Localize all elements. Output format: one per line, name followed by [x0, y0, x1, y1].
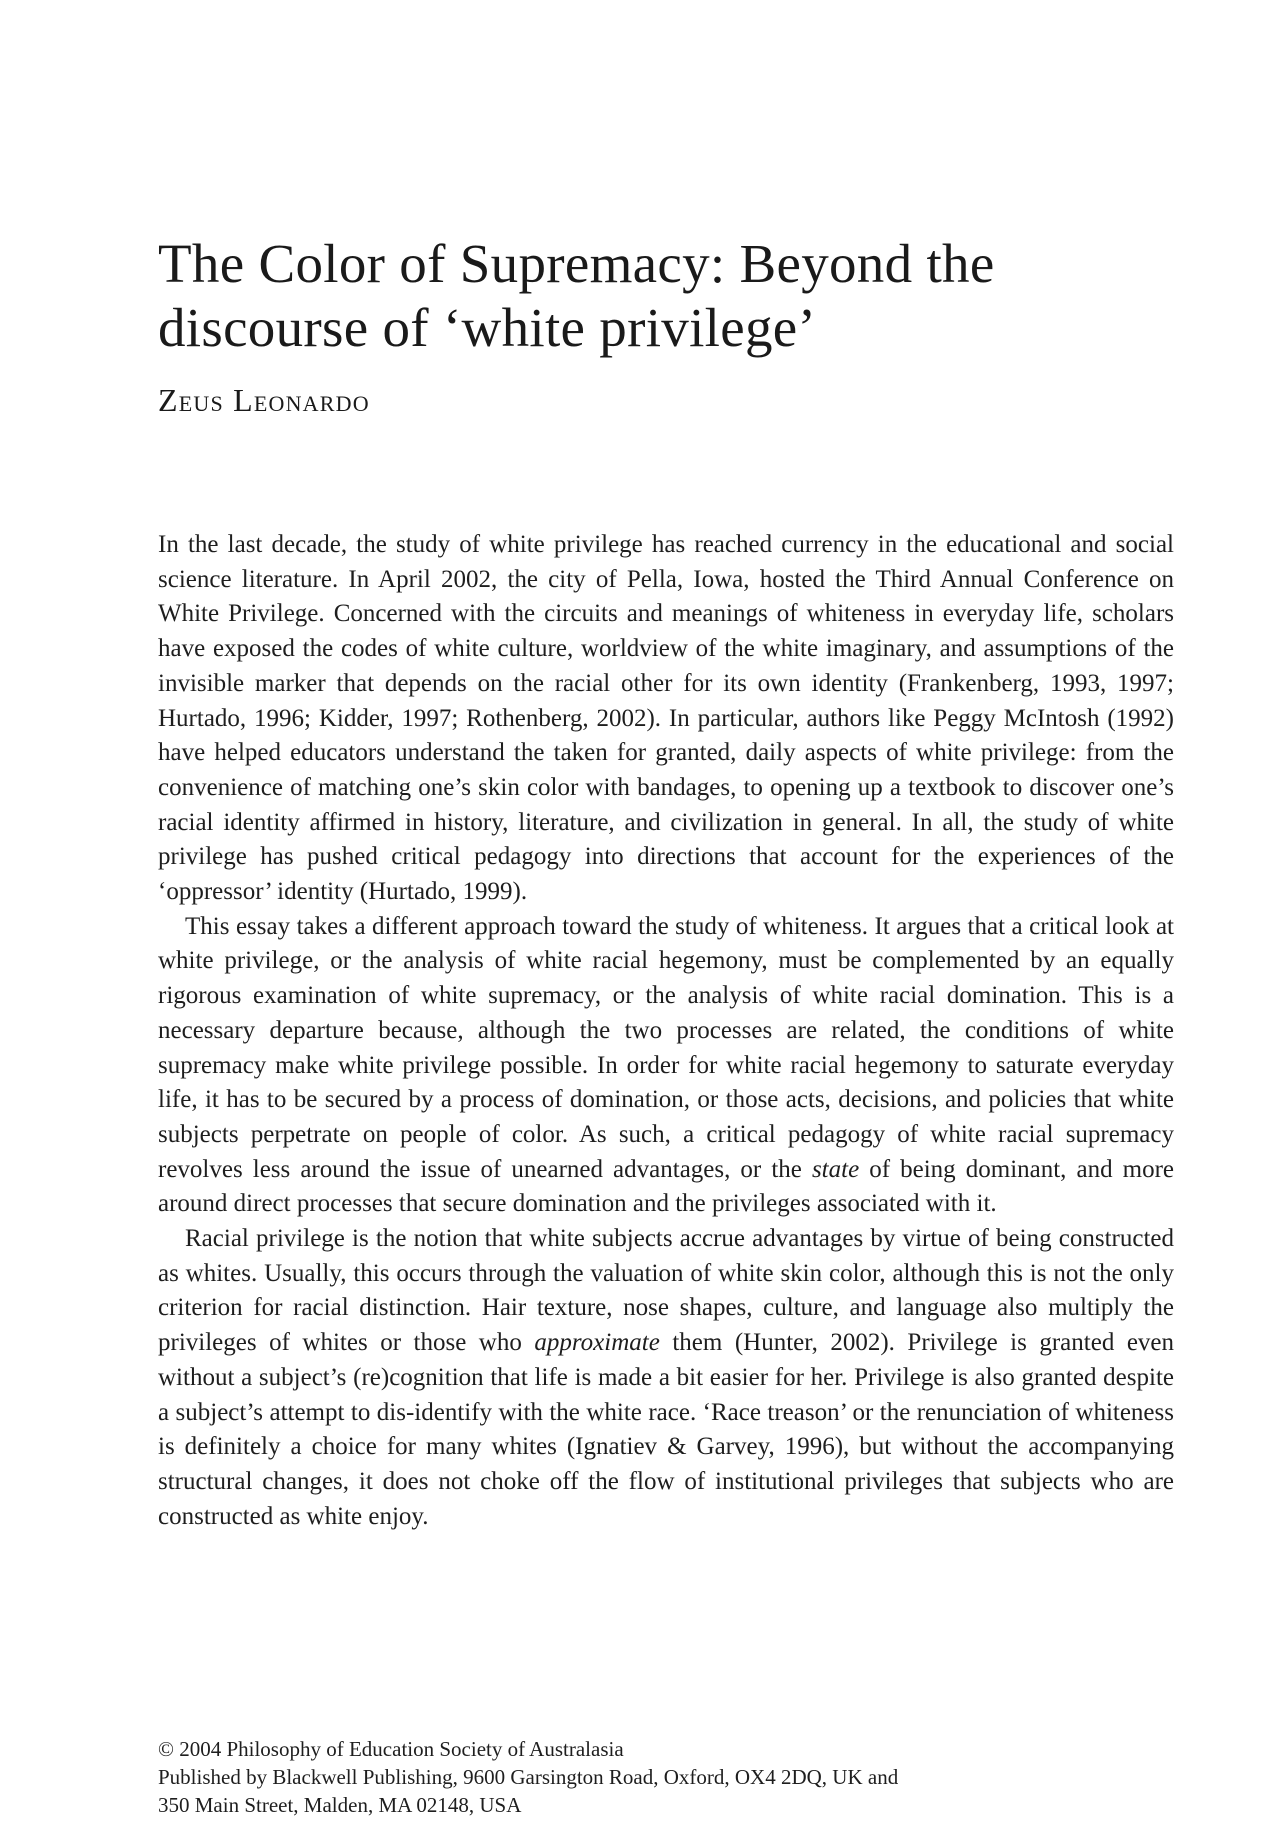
paragraph-3-emphasis: approximate	[534, 1329, 660, 1357]
publisher-line-1: Published by Blackwell Publishing, 9600 Garsington Road, Oxford, OX4 2DQ, UK and	[158, 1765, 899, 1789]
paragraph-2	[158, 910, 1174, 1222]
paragraph-3	[158, 1222, 1174, 1534]
paragraph-3-text-a: Racial privilege is the notion that white subjects accrue advantages by virtue of being constructed as whites. Usually, this occurs through the valuation of white skin color, although this is not the only criterion for racial distinction. Hair texture, nose shapes, culture, and language also multiply the privileges of whites or those who	[158, 1225, 1174, 1357]
paragraph-2-text-b: of being dominant, and more around direct processes that secure domination and the privileges associated with it.	[158, 1155, 1175, 1218]
paragraph-2-text-a: This essay takes a different approach toward the study of whiteness. It argues that a critical look at white privilege, or the analysis of white racial hegemony, must be complemented by an equally rigorous examination of white supremacy, or the analysis of white racial domination. This is a necessary departure because, although the two processes are related, the conditions of white supremacy make white privilege possible. In order for white racial hegemony to saturate everyday life, it has to be secured by a process of domination, or those acts, decisions, and policies that white subjects perpetrate on people of color. As such, a critical pedagogy of white racial supremacy revolves less around the issue of unearned advantages, or the	[158, 912, 1174, 1183]
copyright-footer	[158, 1735, 1174, 1819]
paragraph-2-emphasis: state	[811, 1155, 860, 1183]
paragraph-3-text-b: them (Hunter, 2002). Privilege is granted even without a subject’s (re)cognition that life is made a bit easier for her. Privilege is also granted despite a subject’s attempt to dis-identify with the white race. ‘Race treason’ or the renunciation of whiteness is definitely a choice for many whites (Ignatiev & Garvey, 1996), but without the accompanying structural changes, it does not choke off the flow of institutional privileges that subjects who are constructed as white enjoy.	[158, 1329, 1175, 1530]
paragraph-1: In the last decade, the study of white privilege has reached currency in the educational and social science literature. In April 2002, the city of Pella, Iowa, hosted the Third Annual Conference on White Privilege. Concerned with the circuits and meanings of whiteness in everyday life, scholars have exposed the codes of white culture, worldview of the white imaginary, and assumptions of the invisible marker that depends on the racial other for its own identity (Frankenberg, 1993, 1997; Hurtado, 1996; Kidder, 1997; Rothenberg, 2002). In particular, authors like Peggy McIntosh (1992) have helped educators understand the taken for granted, daily aspects of white privilege: from the convenience of matching one’s skin color with bandages, to opening up a textbook to discover one’s racial identity affirmed in history, literature, and civilization in general. In all, the study of white privilege has pushed critical pedagogy into directions that account for the experiences of the ‘oppressor’ identity (Hurtado, 1999).	[158, 531, 1174, 906]
article-title-line-2: discourse of ‘white privilege’	[158, 297, 817, 358]
publisher-line-2: 350 Main Street, Malden, MA 02148, USA	[158, 1793, 522, 1817]
article-author: Zeus Leonardo	[158, 382, 370, 418]
copyright-line: © 2004 Philosophy of Education Society of Australasia	[158, 1737, 624, 1761]
article-title-line-1: The Color of Supremacy: Beyond the	[158, 233, 995, 294]
article-title	[158, 232, 1174, 360]
article-body	[158, 528, 1174, 1534]
